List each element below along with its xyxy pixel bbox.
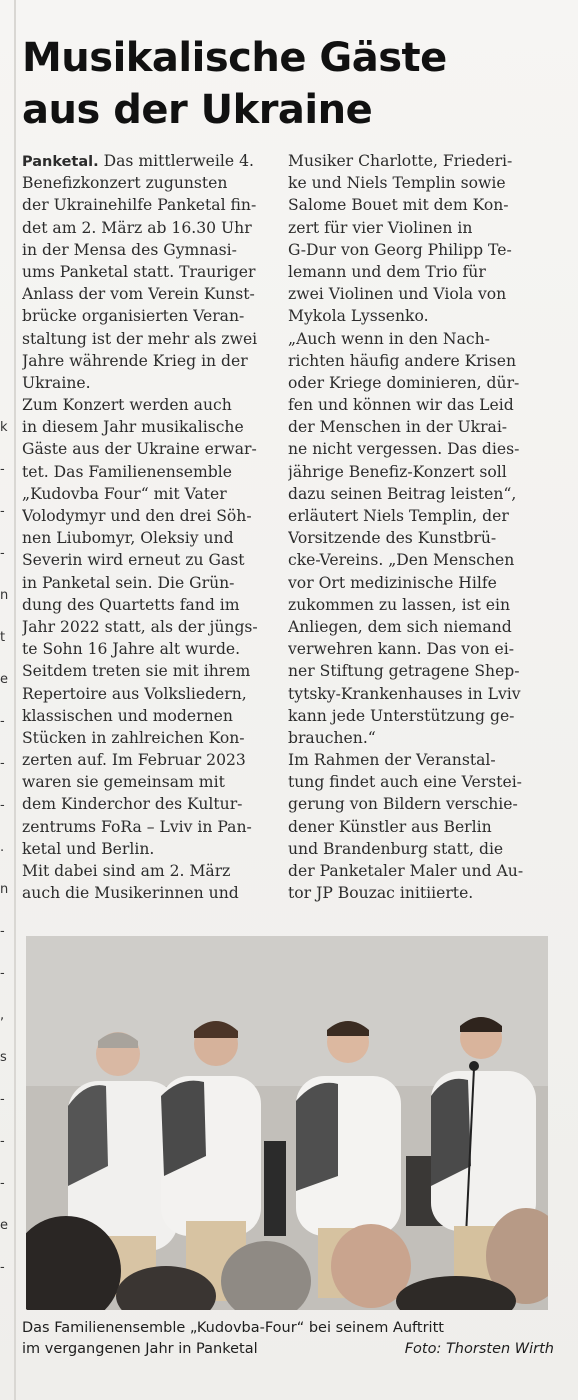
text-line-content: Ukraine. [22, 373, 91, 392]
text-line-content: Salome Bouet mit dem Kon- [288, 196, 509, 215]
text-line-content: zerten auf. Im Februar 2023 [22, 751, 246, 770]
text-line [22, 727, 278, 749]
text-line [288, 816, 544, 838]
text-line-content: oder Kriege dominieren, dür- [288, 373, 520, 392]
edge-fragment: n [0, 588, 9, 603]
article-column-left [22, 150, 278, 904]
text-line-content: in Panketal sein. Die Grün- [22, 573, 235, 592]
text-line-content: dener Künstler aus Berlin [288, 817, 492, 836]
text-line-content: ums Panketal statt. Trauriger [22, 262, 256, 281]
text-line [22, 305, 278, 327]
text-line [22, 660, 278, 682]
text-line-content: Mykola Lyssenko. [288, 307, 429, 326]
text-line [22, 638, 278, 660]
text-line [288, 416, 544, 438]
concert-photo [26, 936, 548, 1310]
edge-fragment: n [0, 882, 9, 897]
text-line-content: Jahr 2022 statt, als der jüngs- [22, 617, 258, 636]
edge-fragment: - [0, 756, 5, 771]
text-line-content: ke und Niels Templin sowie [288, 174, 506, 193]
text-line-content: cke-Vereins. „Den Menschen [288, 551, 515, 570]
text-line [22, 816, 278, 838]
edge-fragment: . [0, 840, 5, 855]
text-line-content: jährige Benefiz-Konzert soll [288, 462, 507, 481]
article-column-right [288, 150, 544, 904]
column-divider [14, 0, 16, 1400]
edge-fragment: e [0, 1218, 8, 1233]
text-line [288, 350, 544, 372]
photo-credit: Foto: Thorsten Wirth [404, 1341, 554, 1357]
text-line [288, 150, 544, 172]
edge-fragment: - [0, 1134, 5, 1149]
text-line [22, 372, 278, 394]
text-line [288, 771, 544, 793]
text-line [22, 483, 278, 505]
text-line [288, 793, 544, 815]
text-line [22, 749, 278, 771]
text-line [22, 150, 278, 172]
text-line [288, 638, 544, 660]
text-line [288, 882, 544, 904]
text-line-content: Severin wird erneut zu Gast [22, 551, 245, 570]
text-line-content: Gäste aus der Ukraine erwar- [22, 440, 257, 459]
text-line [22, 394, 278, 416]
text-line-content: ner Stiftung getragene Shep- [288, 662, 520, 681]
text-line [22, 217, 278, 239]
text-line [288, 239, 544, 261]
photo-caption [22, 1318, 554, 1360]
text-line-content: auch die Musikerinnen und [22, 884, 239, 903]
text-line-content: ketal und Berlin. [22, 839, 155, 858]
text-line-content: Anliegen, dem sich niemand [288, 617, 512, 636]
text-line [22, 438, 278, 460]
photo-illustration [26, 936, 548, 1310]
text-line-content: der Panketaler Maler und Au- [288, 862, 524, 880]
text-line-content: Jahre währende Krieg in der [22, 351, 248, 370]
text-line-content: zwei Violinen und Viola von [288, 285, 507, 304]
text-line [22, 616, 278, 638]
text-line-content: nen Liubomyr, Oleksiy und [22, 529, 234, 548]
text-line-content: dazu seinen Beitrag leisten“, [288, 484, 517, 503]
text-line [22, 572, 278, 594]
edge-fragment: - [0, 1176, 5, 1191]
text-line [288, 372, 544, 394]
text-line-content: richten häufig andere Krisen [288, 351, 516, 370]
edge-fragment: , [0, 1008, 5, 1023]
text-line [288, 283, 544, 305]
text-line [22, 705, 278, 727]
text-line-content: „Auch wenn in den Nach- [288, 329, 490, 348]
text-line [22, 283, 278, 305]
text-line [22, 261, 278, 283]
text-line [288, 505, 544, 527]
text-line-content: te Sohn 16 Jahre alt wurde. [22, 640, 241, 659]
text-line [288, 594, 544, 616]
text-line-content: kann jede Unterstützung ge- [288, 706, 515, 725]
text-line [288, 660, 544, 682]
text-line-content: Seitdem treten sie mit ihrem [22, 662, 251, 681]
text-line-content: Anlass der vom Verein Kunst- [22, 285, 255, 304]
edge-fragment: - [0, 714, 5, 729]
text-line [288, 261, 544, 283]
edge-fragment: - [0, 1092, 5, 1107]
text-line-content: dem Kinderchor des Kultur- [22, 795, 243, 814]
text-line [288, 838, 544, 860]
text-line-content: „Kudovba Four“ mit Vater [22, 484, 227, 503]
adjacent-column-fragment [0, 340, 12, 1370]
text-line-content: gerung von Bildern verschie- [288, 795, 518, 814]
text-line [22, 860, 278, 882]
article [18, 0, 578, 1400]
text-line [22, 771, 278, 793]
text-line [288, 749, 544, 771]
text-line-content: in diesem Jahr musikalische [22, 418, 244, 437]
edge-fragment: - [0, 798, 5, 813]
text-line-content: Musiker Charlotte, Friederi- [288, 152, 513, 170]
text-line [22, 194, 278, 216]
edge-fragment: s [0, 1050, 7, 1065]
text-line [22, 350, 278, 372]
text-line [22, 882, 278, 904]
text-line [22, 328, 278, 350]
text-line [288, 705, 544, 727]
text-line-content: der Ukrainehilfe Panketal fin- [22, 196, 257, 215]
text-line [288, 483, 544, 505]
text-line [288, 727, 544, 749]
text-line-content: Zum Konzert werden auch [22, 396, 232, 415]
article-headline [22, 32, 542, 136]
text-line-content: Das mittlerweile 4. [98, 152, 254, 170]
text-line [288, 683, 544, 705]
text-line [22, 416, 278, 438]
text-line [288, 217, 544, 239]
edge-fragment: t [0, 630, 6, 645]
text-line [22, 505, 278, 527]
text-line [22, 172, 278, 194]
text-line [288, 461, 544, 483]
text-line-content: det am 2. März ab 16.30 Uhr [22, 218, 252, 237]
text-line-content: tung findet auch eine Verstei- [288, 773, 522, 792]
text-line-content: tor JP Bouzac initiierte. [288, 884, 474, 903]
text-line-content: in der Mensa des Gymnasi- [22, 240, 237, 259]
text-line-content: klassischen und modernen [22, 706, 233, 725]
headline-line-2: aus der Ukraine [22, 87, 373, 133]
text-line-content: lemann und dem Trio für [288, 262, 486, 281]
text-line [288, 438, 544, 460]
text-line-content: Stücken in zahlreichen Kon- [22, 728, 245, 747]
text-line-content: ne nicht vergessen. Das dies- [288, 440, 520, 459]
text-line-content: Vorsitzende des Kunstbrü- [288, 529, 497, 548]
edge-fragment: e [0, 672, 8, 687]
text-line-content: staltung ist der mehr als zwei [22, 329, 258, 348]
text-line-content: zentrums FoRa – Lviv in Pan- [22, 817, 252, 836]
caption-line-2 [22, 1339, 554, 1360]
text-line [22, 793, 278, 815]
text-line [288, 394, 544, 416]
text-line [288, 194, 544, 216]
text-line [22, 594, 278, 616]
text-line [288, 616, 544, 638]
text-line [22, 549, 278, 571]
text-line [22, 461, 278, 483]
text-line [288, 549, 544, 571]
caption-line-2-text: im vergangenen Jahr in Panketal [22, 1341, 258, 1357]
text-line [288, 572, 544, 594]
text-line-content: Volodymyr und den drei Söh- [22, 507, 252, 525]
dateline: Panketal. [22, 154, 99, 170]
text-line [22, 838, 278, 860]
text-line [288, 527, 544, 549]
text-line-content: der Menschen in der Ukrai- [288, 418, 508, 437]
text-line [288, 860, 544, 882]
text-line-content: Repertoire aus Volksliedern, [22, 684, 247, 703]
text-line [288, 328, 544, 350]
text-line-content: Mit dabei sind am 2. März [22, 862, 231, 880]
edge-fragment: - [0, 966, 5, 981]
text-line-content: vor Ort medizinische Hilfe [288, 573, 497, 592]
text-line-content: dung des Quartetts fand im [22, 595, 240, 614]
text-line [288, 305, 544, 327]
text-line-content: verwehren kann. Das von ei- [288, 640, 514, 659]
edge-fragment: - [0, 924, 5, 939]
headline-line-1: Musikalische Gäste [22, 35, 447, 81]
text-line-content: waren sie gemeinsam mit [22, 773, 225, 792]
edge-fragment: - [0, 1260, 5, 1275]
text-line-content: zert für vier Violinen in [288, 218, 473, 237]
caption-line-1: Das Familienensemble „Kudovba-Four“ bei seinem Auftritt [22, 1320, 444, 1336]
edge-fragment: k [0, 420, 8, 435]
text-line-content: tytsky-Krankenhauses in Lviv [288, 684, 521, 703]
text-line [22, 239, 278, 261]
text-line-content: Benefizkonzert zugunsten [22, 174, 228, 193]
edge-fragment: - [0, 504, 5, 519]
text-line-content: und Brandenburg statt, die [288, 839, 504, 858]
text-line-content: Im Rahmen der Veranstal- [288, 751, 496, 770]
text-line-content: tet. Das Familienensemble [22, 462, 232, 481]
text-line [288, 172, 544, 194]
text-line-content: fen und können wir das Leid [288, 396, 514, 415]
edge-fragment: - [0, 462, 5, 477]
text-line [22, 683, 278, 705]
text-line-content: G-Dur von Georg Philipp Te- [288, 240, 512, 259]
text-line-content: zukommen zu lassen, ist ein [288, 595, 511, 614]
text-line-content: brauchen.“ [288, 728, 376, 747]
text-line-content: erläutert Niels Templin, der [288, 507, 509, 525]
text-line-content: brücke organisierten Veran- [22, 307, 245, 326]
edge-fragment: - [0, 546, 5, 561]
text-line [22, 527, 278, 549]
